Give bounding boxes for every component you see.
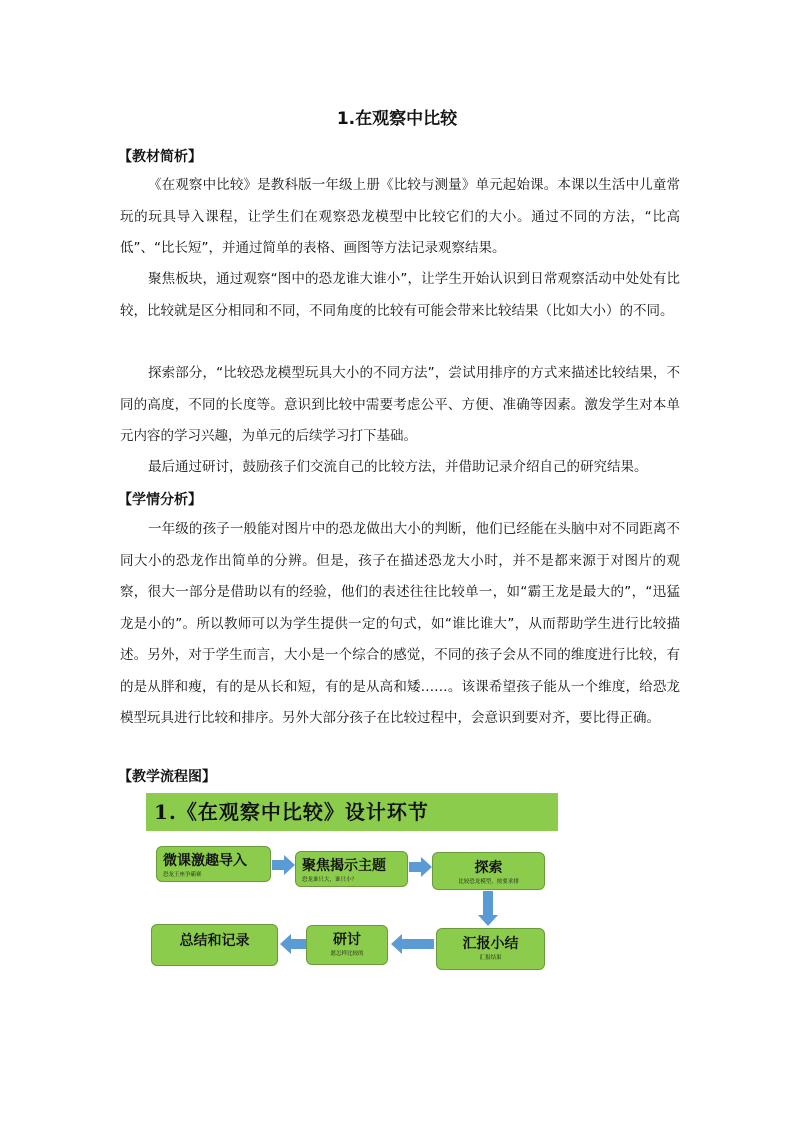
flow-step-summary xyxy=(151,924,278,966)
flow-step-report-sub: 汇报结果 xyxy=(479,955,502,961)
page-title: 1.在观察中比较 xyxy=(336,109,458,129)
flow-banner: 1.《在观察中比较》设计环节 xyxy=(146,793,558,831)
flow-step-focus-label: 聚焦揭示主题 xyxy=(302,858,386,874)
students-heading: 【学情分析】 xyxy=(118,492,202,508)
flow-step-discuss xyxy=(306,925,388,965)
flow-step-focus xyxy=(295,851,408,887)
arrow-left-1-icon xyxy=(390,934,434,954)
flow-step-report xyxy=(436,928,545,970)
students-paragraph-1: 一年级的孩子一般能对图片中的恐龙做出大小的判断，他们已经能在头脑中对不同距离不同大小的恐龙作出简单的分辨。但是，孩子在描述恐龙大小时，并不是都来源于对图片的观察，很大一部分是借助以有的经验，他们的表述往往比较单一，如“霸王龙是最大的”，“迅猛龙是小的”。所以教师可以为学生提供一定的句式，如“谁比谁大”，从而帮助学生进行比较描述。另外，对于学生而言，大小是一个综合的感觉，不同的孩子会从不同的维度进行比较，有的是从胖和瘦，有的是从长和短，有的是从高和矮……。该课希望孩子能从一个维度，给恐龙模型玩具进行比较和排序。另外大部分孩子在比较过程中，会意识到要对齐，要比得正确。 xyxy=(120,521,680,726)
flow-step-explore xyxy=(432,852,545,890)
flow-step-discuss-label: 研讨 xyxy=(333,932,361,948)
flow-step-discuss-sub: 愿怎样比较的 xyxy=(330,951,364,957)
arrow-right-1-icon xyxy=(272,855,296,875)
analysis-paragraph-3: 探索部分，“比较恐龙模型玩具大小的不同方法”，尝试用排序的方式来描述比较结果，不同的高度，不同的长度等。意识到比较中需要考虑公平、方便、准确等因素。激发学生对本单元内容的学习兴趣，为单元的后续学习打下基础。 xyxy=(120,365,680,444)
analysis-paragraph-2: 聚焦板块，通过观察“图中的恐龙谁大谁小”，让学生开始认识到日常观察活动中处处有比较，比较就是区分相同和不同，不同角度的比较有可能会带来比较结果（比如大小）的不同。 xyxy=(120,271,680,319)
analysis-heading: 【教材简析】 xyxy=(118,149,202,165)
arrow-down-icon xyxy=(478,891,498,927)
arrow-right-2-icon xyxy=(409,857,433,877)
flow-step-intro xyxy=(156,846,271,882)
flow-step-explore-label: 探索 xyxy=(474,860,503,876)
flow-step-explore-sub: 比较恐龙模型，按要求排 xyxy=(458,879,519,885)
flow-step-report-label: 汇报小结 xyxy=(462,936,519,952)
arrow-left-2-icon xyxy=(279,934,306,954)
flow-step-focus-sub: 恐龙谁只大，谁只小？ xyxy=(302,877,358,883)
flow-heading: 【教学流程图】 xyxy=(118,769,216,785)
flow-step-summary-label: 总结和记录 xyxy=(179,933,250,949)
analysis-paragraph-1: 《在观察中比较》是教科版一年级上册《比较与测量》单元起始课。本课以生活中儿童常玩的玩具导入课程，让学生们在观察恐龙模型中比较它们的大小。通过不同的方法，“比高低”、“比长短”，并通过简单的表格、画图等方法记录观察结果。 xyxy=(120,177,680,256)
analysis-paragraph-4: 最后通过研讨，鼓励孩子们交流自己的比较方法，并借助记录介绍自己的研究结果。 xyxy=(148,459,648,475)
flow-step-intro-sub: 恐龙王座争霸赛 xyxy=(163,872,202,878)
flow-step-intro-label: 微课激趣导入 xyxy=(163,853,247,869)
